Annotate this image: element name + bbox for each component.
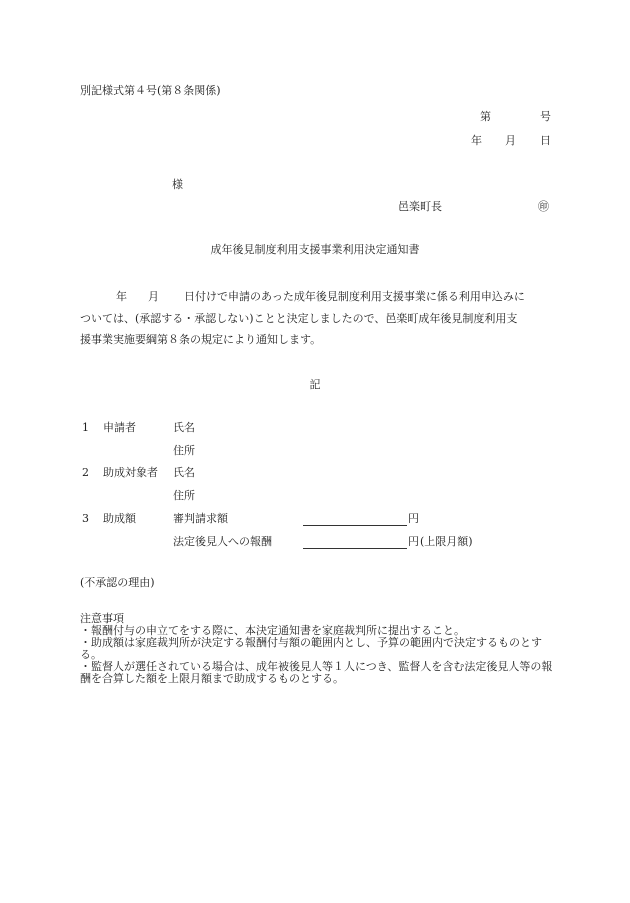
seal-mark: ㊞ <box>538 200 549 213</box>
amount-unit: 円 <box>408 535 419 548</box>
field-label-address: 住所 <box>173 489 195 502</box>
field-label-petition-cost: 審判請求額 <box>173 512 228 525</box>
body-line3: 援事業実施要綱第８条の規定により通知します。 <box>80 333 322 346</box>
notes-line: ・助成額は家庭裁判所が決定する報酬付与額の範囲内とし、予算の範囲内で決定するものとする。 <box>80 636 542 661</box>
doc-number-go: 号 <box>540 110 551 123</box>
notes-section <box>80 613 555 685</box>
body-line2: ついては、(承認する・承認しない)ことと決定しましたので、邑楽町成年後見制度利用支 <box>80 312 518 325</box>
body-line1: 日付けで申請のあった成年後見制度利用支援事業に係る利用申込みに <box>184 290 525 303</box>
body-month: 月 <box>148 290 159 303</box>
field-label-guardian-fee: 法定後見人への報酬 <box>173 535 272 548</box>
notes-line: ・報酬付与の申立てをする際に、本決定通知書を家庭裁判所に提出すること。 <box>80 624 465 637</box>
item-number: 2 <box>82 466 89 479</box>
item-label-subsidy: 助成額 <box>103 512 136 525</box>
notes-line: ・監督人が選任されている場合は、成年被後見人等１人につき、監督人を含む法定後見人等の報酬を合算した額を上限月額まで助成するものとする。 <box>80 660 553 685</box>
field-label-name: 氏名 <box>173 421 195 434</box>
item-number: 1 <box>82 421 89 434</box>
doc-number-dai: 第 <box>480 110 491 123</box>
field-label-address: 住所 <box>173 444 195 457</box>
item-number: 3 <box>82 512 89 525</box>
notes-heading: 注意事項 <box>80 612 124 625</box>
item-label-applicant: 申請者 <box>103 421 136 434</box>
rejection-reason-label: (不承認の理由) <box>80 576 155 589</box>
recipient-suffix: 様 <box>172 178 183 191</box>
item-label-beneficiary: 助成対象者 <box>103 466 158 479</box>
amount-underline <box>303 548 407 549</box>
amount-underline <box>303 525 407 526</box>
date-day: 日 <box>540 134 551 147</box>
date-year: 年 <box>471 134 482 147</box>
field-label-name: 氏名 <box>173 466 195 479</box>
form-reference: 別記様式第４号(第８条関係) <box>80 84 221 97</box>
body-year: 年 <box>116 290 127 303</box>
amount-unit: 円 <box>408 512 419 525</box>
issuer-name: 邑楽町長 <box>398 200 442 213</box>
ki-heading: 記 <box>309 378 321 391</box>
cap-note: (上限月額) <box>420 535 473 548</box>
document-title: 成年後見制度利用支援事業利用決定通知書 <box>210 243 420 256</box>
date-month: 月 <box>505 134 516 147</box>
